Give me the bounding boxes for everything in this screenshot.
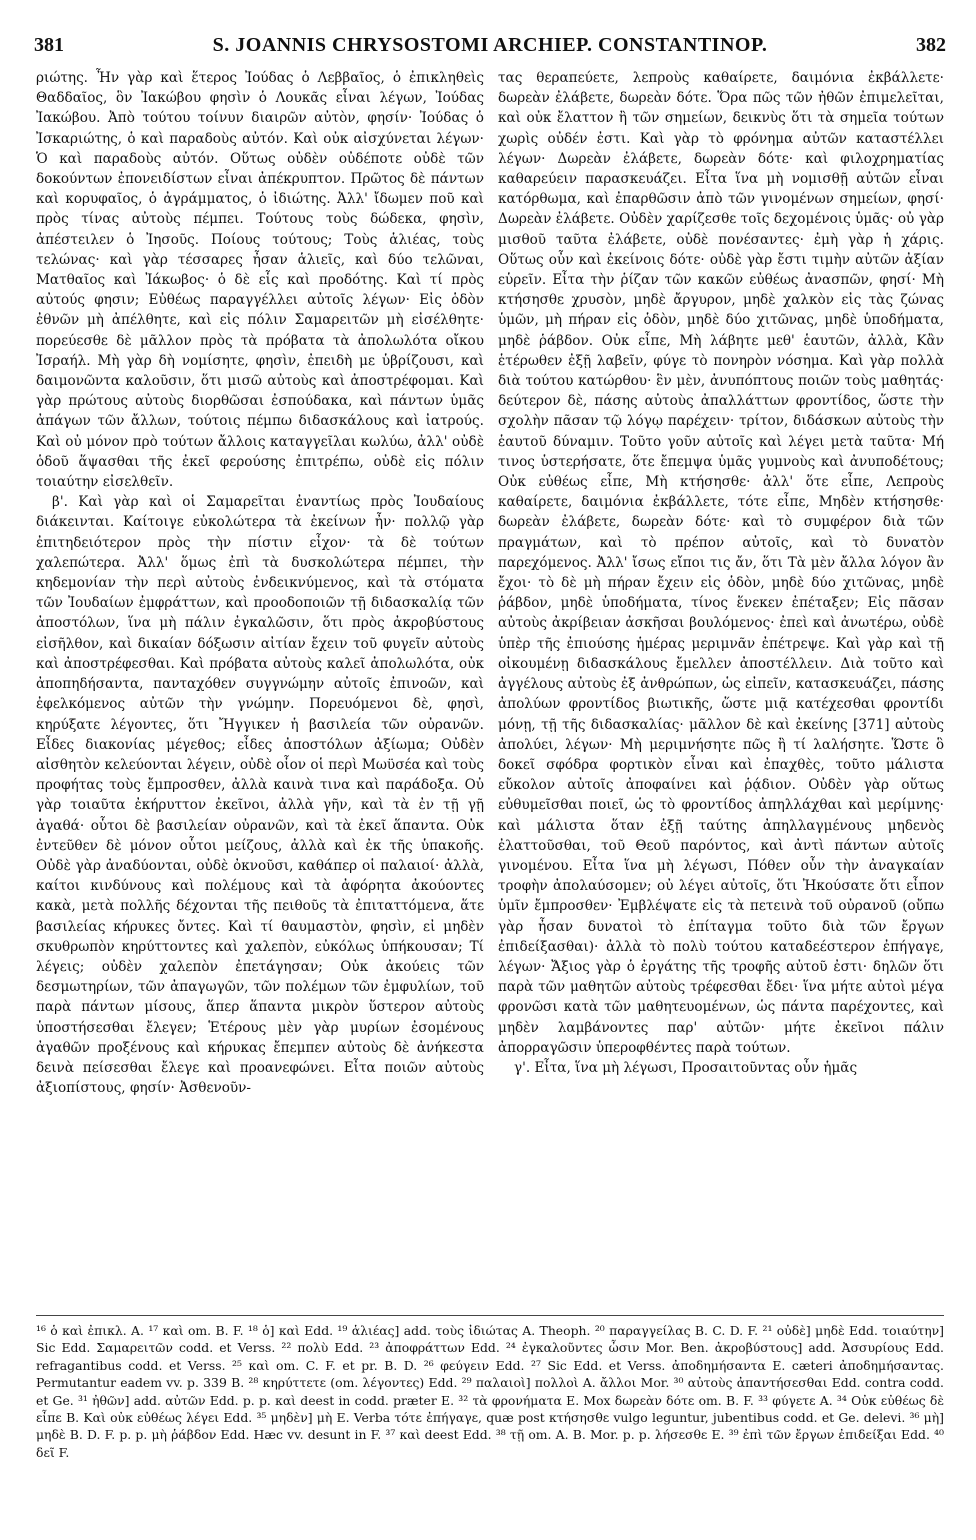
footnote-rule [36,1315,944,1316]
right-page-number: 382 [916,34,946,56]
left-page-number: 381 [34,34,64,56]
running-header [34,34,946,64]
right-paragraph-1: τας θεραπεύετε, λεπροὺς καθαίρετε, δαιμόνια ἐκβάλλετε· δωρεὰν ἐλάβετε, δωρεὰν δότε. Ὅρα πῶς τῶν ἠθῶν ἐπιμελεῖται, καὶ οὐκ ἔλαττον ἢ τῶν σημείων, δεικνὺς ὅτι τὰ σημεῖα τούτων χωρὶς οὐδέν ἐστι. Καὶ γὰρ τὸ φρόνημα αὐτῶν καταστέλλει λέγων· Δωρεὰν ἐλάβετε, δωρεὰν δότε· καὶ φιλοχρηματίας καθαρεύειν παρασκευάζει. Εἶτα ἵνα μὴ νομισθῇ αὐτῶν εἶναι κατόρθωμα, καὶ ἐπαρθῶσιν ἀπὸ τῶν γινομένων σημείων, φησί· Δωρεὰν ἐλάβετε. Οὐδὲν χαρίζεσθε τοῖς δεχομένοις ὑμᾶς· οὐ γὰρ μισθοῦ ταῦτα ἐλάβετε, οὐδὲ πονέσαντες· ἐμὴ γὰρ ἡ χάρις. Οὕτως οὖν καὶ ἐκείνοις δότε· οὐδὲ γὰρ ἔστι τιμὴν αὐτῶν ἀξίαν εὑρεῖν. Εἶτα τὴν ῥίζαν τῶν κακῶν εὐθέως ἀνασπῶν, φησί· Μὴ κτήσησθε χρυσὸν, μηδὲ ἄργυρον, μηδὲ χαλκὸν εἰς τὰς ζώνας ὑμῶν, μὴ πήραν εἰς ὁδὸν, μηδὲ δύο χιτῶνας, μηδὲ ὑποδήματα, μηδὲ ῥάβδον. Οὐκ εἶπε, Μὴ λάβητε μεθ' ἑαυτῶν, ἀλλὰ, Κἂν ἑτέρωθεν ἐξῇ λαβεῖν, φύγε τὸ πονηρὸν νόσημα. Καὶ γὰρ πολλὰ διὰ τούτου κατώρθου· ἓν μὲν, ἀνυπόπτους ποιῶν τοὺς μαθητάς· δεύτερον δὲ, πάσης αὐτοὺς ἀπαλλάττων φροντίδος, ὥστε τὴν σχολὴν πᾶσαν τῷ λόγῳ παρέχειν· τρίτον, διδάσκων αὐτοὺς τὴν ἑαυτοῦ δύναμιν. Τοῦτο γοῦν αὐτοῖς καὶ λέγει μετὰ ταῦτα· Μή τινος ὑστερήσατε, ὅτε ἔπεμψα ὑμᾶς γυμνοὺς καὶ ἀνυποδέτους; Οὐκ εὐθέως εἶπε, Μὴ κτήσησθε· ἀλλ' ὅτε εἶπε, Λεπροὺς καθαίρετε, δαιμόνια ἐκβάλλετε, τότε εἶπε, Μηδὲν κτήσησθε· δωρεὰν ἐλάβετε, δωρεὰν δότε· καὶ τὸ συμφέρον διὰ τῶν πραγμάτων, καὶ τὸ πρέπον αὐτοῖς, καὶ τὸ δυνατὸν παρεχόμενος. Ἀλλ' ἴσως εἴποι τις ἄν, ὅτι Τὰ μὲν ἄλλα λόγον ἂν ἔχοι· τὸ δὲ μὴ πήραν ἔχειν εἰς ὁδὸν, μηδὲ δύο χιτῶνας, μηδὲ ῥάβδον, μηδὲ ὑποδήματα, τίνος ἕνεκεν ἐπέταξεν; Εἰς πᾶσαν αὐτοὺς ἀκρίβειαν ἀσκῆσαι βουλόμενος· ἐπεὶ καὶ ἀνωτέρω, οὐδὲ ὑπὲρ τῆς ἐπιούσης ἡμέρας μεριμνᾶν ἐπέτρεψε. Καὶ γὰρ καὶ τῇ οἰκουμένῃ διδασκάλους ἔμελλεν ἀποστέλλειν. Διὰ τοῦτο καὶ ἀγγέλους αὐτοὺς ἐξ ἀνθρώπων, ὡς εἰπεῖν, κατασκευάζει, πάσης ἀπολύων φροντίδος βιωτικῆς, ὥστε μιᾷ κατέχεσθαι φροντίδι μόνῃ, τῇ τῆς διδασκαλίας· μᾶλλον δὲ καὶ ἐκείνης [371] αὐτοὺς ἀπολύει, λέγων· Μὴ μεριμνήσητε πῶς ἢ τί λαλήσητε. Ὥστε ὃ δοκεῖ σφόδρα φορτικὸν εἶναι καὶ ἐπαχθὲς, τοῦτο μάλιστα εὔκολον αὐτοῖς ἀποφαίνει καὶ ῥᾴδιον. Οὐδὲν γὰρ οὕτως εὐθυμεῖσθαι ποιεῖ, ὡς τὸ φροντίδος ἀπηλλάχθαι καὶ μερίμνης· καὶ μάλιστα ὅταν ἐξῇ ταύτης ἀπηλλαγμένους μηδενὸς ἐλαττοῦσθαι, τοῦ Θεοῦ παρόντος, καὶ ἀντὶ πάντων αὐτοῖς γινομένου. Εἶτα ἵνα μὴ λέγωσι, Πόθεν οὖν τὴν ἀναγκαίαν τροφὴν ἀπολαύσομεν; οὐ λέγει αὐτοῖς, ὅτι Ἠκούσατε ὅτι εἶπον ὑμῖν ἔμπροσθεν· Ἐμβλέψατε εἰς τὰ πετεινὰ τοῦ οὐρανοῦ (οὔπω γὰρ ἦσαν δυνατοὶ τὸ ἐπίταγμα τοῦτο διὰ τῶν ἔργων ἐπιδείξασθαι)· ἀλλὰ τὸ πολὺ τούτου καταδεέστερον ἐπήγαγε, λέγων· Ἄξιος γὰρ ὁ ἐργάτης τῆς τροφῆς αὐτοῦ ἐστι· δηλῶν ὅτι παρὰ τῶν μαθητῶν αὐτοὺς τρέφεσθαι ἔδει· ἵνα μήτε αὐτοὶ μέγα φρονῶσι κατὰ τῶν μαθητευομένων, ὡς πάντα παρέχοντες, καὶ μηδὲν λαμβάνοντες παρ' αὐτῶν· μήτε ἐκεῖνοι πάλιν ἀπορραγῶσιν ὑπεροφθέντες παρὰ τούτων. [498,70,944,1056]
footnote-text: ¹⁶ ὁ καὶ ἐπικλ. A. ¹⁷ καὶ om. B. F. ¹⁸ ὁ] καὶ Edd. ¹⁹ ἁλιέας] add. τοὺς ἰδιώτας A. Theoph. ²⁰ παραγγείλας B. C. D. F. ²¹ οὐδὲ] μηδὲ Edd. τοιαύτην] Sic Edd. Σαμαρειτῶν codd. et Verss. ²² πολὺ Edd. ²³ ἀποφράττων Edd. ²⁴ ἐγκαλοῦντες ὦσιν Mor. Ben. ἀκροβύστους] add. Ἀσσυρίους Edd. refragantibus codd. et Verss. ²⁵ καὶ om. C. F. et pr. B. D. ²⁶ φεύγειν Edd. ²⁷ Sic Edd. et Verss. ἀποδημήσαντα E. cæteri ἀποδημήσαντας. Permutantur eadem vv. p. 339 B. ²⁸ κηρύττετε (om. λέγοντες) Edd. ²⁹ παλαιοὶ] πολλοὶ A. ἄλλοι Mor. ³⁰ αὐτοὺς ἀπαντήσεσθαι Edd. contra codd. et Ge. ³¹ ἠθῶν] add. αὐτῶν Edd. p. p. καὶ deest in codd. præter E. ³² τὰ φρονήματα E. Mox δωρεὰν δότε om. B. F. ³³ φύγετε A. ³⁴ Οὐκ εὐθέως δὲ εἶπε B. Καὶ οὐκ εὐθέως λέγει Edd. ³⁵ μηδὲν] μὴ E. Verba τότε ἐπήγαγε, quæ post κτήσησθε vulgo leguntur, jubentibus codd. et Ge. delevi. ³⁶ μὴ] μηδὲ B. D. F. p. p. μὴ ῥάβδον Edd. Hæc vv. desunt in F. ³⁷ καὶ deest Edd. ³⁸ τῇ om. A. B. Mor. p. p. λήσεσθε E. ³⁹ ἐπὶ τῶν ἔργων ἐπιδείξαι Edd. ⁴⁰ δεῖ F. [36,1323,944,1460]
left-paragraph-1: ριώτης. Ἦν γὰρ καὶ ἕτερος Ἰούδας ὁ Λεββαῖος, ὁ ἐπικληθεὶς Θαδδαῖος, ὃν Ἰακώβου φησὶν ὁ Λουκᾶς εἶναι λέγων, Ἰούδας Ἰακώβου. Ἀπὸ τούτου τοίνυν διαιρῶν αὐτὸν, φησίν· Ἰούδας ὁ Ἰσκαριώτης, ὁ καὶ παραδοὺς αὐτόν. Καὶ οὐκ αἰσχύνεται λέγων· Ὁ καὶ παραδοὺς αὐτόν. Οὕτως οὐδὲν οὐδέποτε οὐδὲ τῶν δοκούντων ἐπονειδίστων εἶναι ἀπέκρυπτον. Πρῶτος δὲ πάντων καὶ κορυφαῖος, ὁ ἀγράμματος, ὁ ἰδιώτης. Ἀλλ' ἴδωμεν ποῦ καὶ πρὸς τίνας αὐτοὺς πέμπει. Τούτους τοὺς δώδεκα, φησὶν, ἀπέστειλεν ὁ Ἰησοῦς. Ποίους τούτους; Τοὺς ἁλιέας, τοὺς τελώνας· καὶ γὰρ τέσσαρες ἦσαν ἁλιεῖς, καὶ δύο τελῶναι, Ματθαῖος καὶ Ἰάκωβος· ὁ δὲ εἷς καὶ προδότης. Καὶ τί πρὸς αὐτούς φησιν; Εὐθέως παραγγέλλει αὐτοῖς λέγων· Εἰς ὁδὸν ἐθνῶν μὴ ἀπέλθητε, καὶ εἰς πόλιν Σαμαρειτῶν μὴ εἰσέλθητε· πορεύεσθε δὲ μᾶλλον πρὸς τὰ πρόβατα τὰ ἀπολωλότα οἴκου Ἰσραήλ. Μὴ γὰρ δὴ νομίσητε, φησὶν, ἐπειδὴ με ὑβρίζουσι, καὶ δαιμονῶντα καλοῦσιν, ὅτι μισῶ αὐτοὺς καὶ ἀποστρέφομαι. Καὶ γὰρ πρώτους αὐτοὺς διορθῶσαι ἐσπούδακα, καὶ πάντων ὑμᾶς ἀπάγων τῶν ἄλλων, τούτοις πέμπω διδασκάλους καὶ ἰατρούς. Καὶ οὐ μόνον πρὸ τούτων ἄλλοις καταγγεῖλαι κωλύω, ἀλλ' οὐδὲ ὁδοῦ ἅψασθαι τῆς ἐκεῖ φερούσης ἐπιτρέπω, οὐδὲ εἰς πόλιν τοιαύτην εἰσελθεῖν. [36,70,484,491]
footnotes [36,1322,944,1522]
left-paragraph-2: β'. Καὶ γὰρ καὶ οἱ Σαμαρεῖται ἐναντίως πρὸς Ἰουδαίους διάκεινται. Καίτοιγε εὐκολώτερα τὰ ἐκείνων ἦν· πολλῷ γὰρ ἐπιτηδειότερον πρὸς τὴν πίστιν εἶχον· τὰ δὲ τούτων χαλεπώτερα. Ἀλλ' ὅμως ἐπὶ τὰ δυσκολώτερα πέμπει, τὴν κηδεμονίαν τὴν περὶ αὐτοὺς ἐνδεικνύμενος, καὶ τὰ στόματα τῶν Ἰουδαίων ἐμφράττων, καὶ προοδοποιῶν τῇ διδασκαλίᾳ τῶν ἀποστόλων, ἵνα μὴ πάλιν ἐγκαλῶσιν, ὅτι πρὸς ἀκροβύστους εἰσῆλθον, καὶ δικαίαν δόξωσιν αἰτίαν ἔχειν τοῦ φυγεῖν αὐτοὺς καὶ ἀποστρέφεσθαι. Καὶ πρόβατα αὐτοὺς καλεῖ ἀπολωλότα, οὐκ ἀποπηδήσαντα, πανταχόθεν συγγνώμην αὐτοῖς ἐπινοῶν, καὶ ἐφελκόμενος αὐτῶν τὴν γνώμην. Πορευόμενοι δὲ, φησὶ, κηρύξατε λέγοντες, ὅτι Ἤγγικεν ἡ βασιλεία τῶν οὐρανῶν. Εἶδες διακονίας μέγεθος; εἶδες ἀποστόλων ἀξίωμα; Οὐδὲν αἰσθητὸν κελεύονται λέγειν, οὐδὲ οἷον οἱ περὶ Μωϋσέα καὶ τοὺς προφήτας τοὺς ἔμπροσθεν, ἀλλὰ καινὰ τινα καὶ παράδοξα. Οὐ γὰρ τοιαῦτα ἐκήρυττον ἐκεῖνοι, ἀλλὰ γῆν, καὶ τὰ ἐν τῇ γῇ ἀγαθά· οὗτοι δὲ βασιλείαν οὐρανῶν, καὶ τὰ ἐκεῖ ἅπαντα. Οὐκ ἐντεῦθεν δὲ μόνον οὗτοι μείζους, ἀλλὰ καὶ ἐκ τῆς ὑπακοῆς. Οὐδὲ γὰρ ἀναδύονται, οὐδὲ ὀκνοῦσι, καθάπερ οἱ παλαιοί· ἀλλὰ, καίτοι κινδύνους καὶ πολέμους καὶ τὰ ἀφόρητα ἀκούοντες κακὰ, μετὰ πολλῆς δέχονται τῆς πειθοῦς τὰ ἐπιταττόμενα, ἅτε βασιλείας κήρυκες ὄντες. Καὶ τί θαυμαστὸν, φησὶν, εἰ μηδὲν σκυθρωπὸν κηρύττοντες καὶ χαλεπὸν, εὐκόλως ὑπήκουσαν; Τί λέγεις; οὐδὲν χαλεπὸν ἐπετάγησαν; Οὐκ ἀκούεις τῶν δεσμωτηρίων, τῶν ἀπαγωγῶν, τῶν πολέμων τῶν ἐμφυλίων, τοῦ παρὰ πάντων μίσους, ἅπερ ἅπαντα μικρὸν ὕστερον αὐτοὺς ὑποστήσεσθαι ἔλεγεν; Ἑτέρους μὲν γὰρ μυρίων ἐσομένους ἀγαθῶν προξένους καὶ κήρυκας ἔπεμπεν αὐτοὺς δὲ ἀνήκεστα δεινὰ πείσεσθαι ἔλεγε καὶ προανεφώνει. Εἶτα ποιῶν αὐτοὺς ἀξιοπίστους, φησίν· Ἀσθενοῦν- [36,494,484,1097]
right-paragraph-2: γ'. Εἶτα, ἵνα μὴ λέγωσι, Προσαιτοῦντας οὖν ἡμᾶς [514,1059,858,1076]
running-title: S. JOANNIS CHRYSOSTOMI ARCHIEP. CONSTANTINOP. [212,34,768,56]
left-column [36,68,484,1308]
right-column [498,68,944,1308]
